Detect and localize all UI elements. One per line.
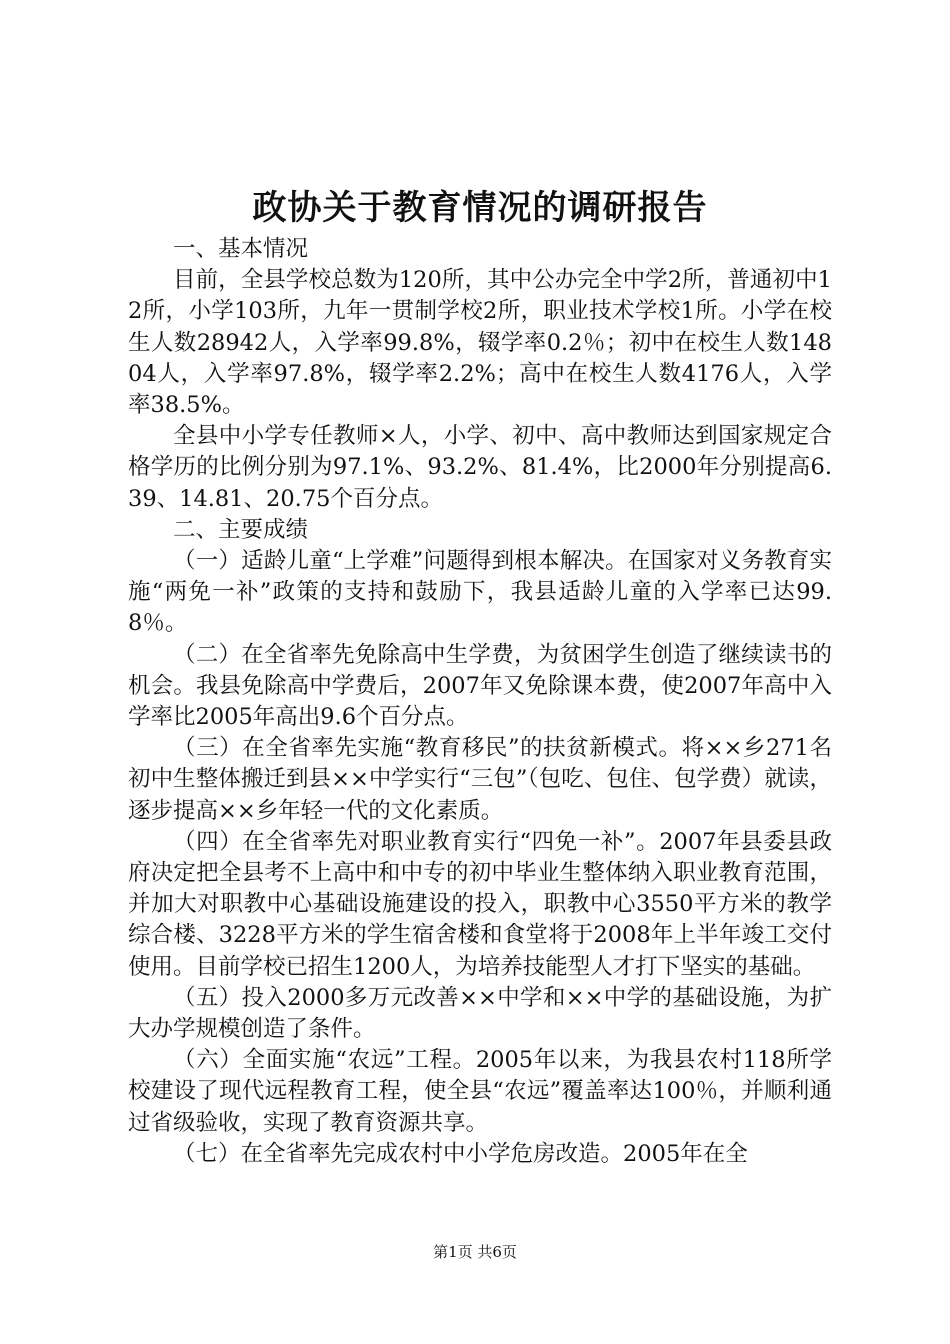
page-footer: 第1页 共6页 — [433, 1243, 517, 1261]
paragraph-school-stats: 目前，全县学校总数为120所，其中公办完全中学2所，普通初中12所，小学103所，九年一贯制学校2所，职业技术学校1所。小学在校生人数28942人，入学率99.8%，辍学率0.2％；初中在校生人数14804人，入学率97.8%，辍学率2.2%；高中在校生人数4176人，入学率38.5%。 — [128, 267, 832, 419]
paragraph-achievement-1: （一）适龄儿童“上学难”问题得到根本解决。在国家对义务教育实施“两免一补”政策的支持和鼓励下，我县适龄儿童的入学率已达99.8％。 — [128, 548, 832, 637]
paragraph-achievement-7: （七）在全省率先完成农村中小学危房改造。2005年在全 — [173, 1140, 748, 1167]
paragraph-teacher-stats: 全县中小学专任教师×人，小学、初中、高中教师达到国家规定合格学历的比例分别为97.1%、93.2%、81.4%，比2000年分别提高6.39、14.81、20.75个百分点。 — [128, 423, 832, 512]
section-heading-basic: 一、基本情况 — [173, 236, 309, 262]
section-heading-achievements: 二、主要成绩 — [173, 516, 309, 543]
paragraph-achievement-3: （三）在全省率先实施“教育移民”的扶贫新模式。将××乡271名初中生整体搬迁到县××中学实行“三包”（包吃、包住、包学费）就读，逐步提高××乡年轻一代的文化素质。 — [128, 735, 832, 824]
paragraph-achievement-5: （五）投入2000多万元改善××中学和××中学的基础设施，为扩大办学规模创造了条件。 — [128, 984, 832, 1043]
paragraph-achievement-2: （二）在全省率先免除高中生学费，为贫困学生创造了继续读书的机会。我县免除高中学费后，2007年又免除课本费，使2007年高中入学率比2005年高出9.6个百分点。 — [128, 641, 832, 731]
paragraph-achievement-4: （四）在全省率先对职业教育实行“四免一补”。2007年县委县政府决定把全县考不上高中和中专的初中毕业生整体纳入职业教育范围，并加大对职教中心基础设施建设的投入，职教中心3550平方米的教学综合楼、3228平方米的学生宿舍楼和食堂将于2008年上半年竣工交付使用。目前学校已招生1200人，为培养技能型人才打下坚实的基础。 — [128, 828, 832, 980]
document-title: 政协关于教育情况的调研报告 — [252, 188, 708, 228]
paragraph-achievement-6: （六）全面实施“农远”工程。2005年以来，为我县农村118所学校建设了现代远程教育工程，使全县“农远”覆盖率达100％，并顺利通过省级验收，实现了教育资源共享。 — [128, 1047, 832, 1136]
document-page — [128, 184, 832, 1170]
